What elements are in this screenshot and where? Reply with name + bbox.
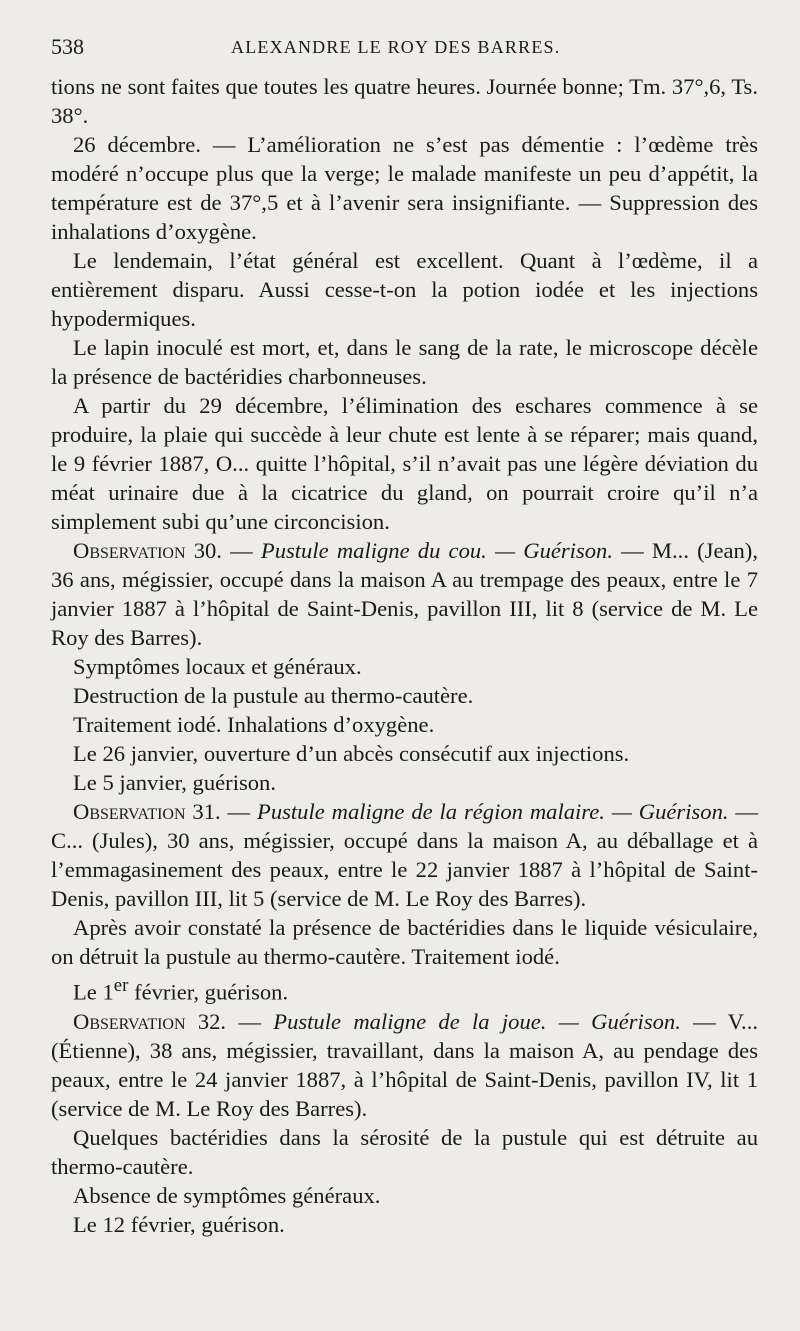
paragraph: A partir du 29 décembre, l’élimination des eschares commence à se produire, la plaie qui succède à leur chute est lente à se réparer; mais quand, le 9 février 1887, O... quitte l’hôpital, s’il n’avait pas une légère déviation du méat urinaire due à la cicatrice du gland, on pourrait croire qu’il n’a simplement subi qu’une circoncision.: [51, 393, 758, 534]
observation-line: [51, 971, 758, 1007]
observation-label: Observation 31.: [73, 799, 221, 824]
dash-separator: —: [220, 799, 258, 824]
observation-line: Destruction de la pustule au thermo-cautère.: [73, 683, 474, 708]
observation-label: Observation 30.: [73, 538, 222, 563]
paragraph: tions ne sont faites que toutes les quatre heures. Journée bonne; Tm. 37°,6, Ts. 38°.: [51, 74, 758, 128]
observation-title: Pustule maligne de la région malaire. — Guérison.: [257, 799, 729, 824]
body-text: [51, 72, 758, 1239]
observation-text: — V... (Étienne), 38 ans, mégissier, travaillant, dans la maison A, au pendage des peaux, entre le 24 janvier 1887, à l’hôpital de Saint-Denis, pavillon IV, lit 1 (service de M. Le Roy des Barres).: [51, 1008, 758, 1121]
observation-line-text: Le 1: [73, 979, 114, 1005]
observation-title: Pustule maligne de la joue. — Guérison.: [273, 1008, 681, 1034]
observation-label: Observation 32.: [73, 1008, 227, 1034]
observation-title: Pustule maligne du cou. — Guérison.: [260, 538, 613, 563]
observation-32-heading: [51, 1007, 758, 1123]
observation-line: Le 5 janvier, guérison.: [73, 770, 277, 795]
observation-30-heading: [51, 536, 758, 652]
page-header: [51, 34, 749, 64]
observation-line: Le 12 février, guérison.: [73, 1211, 285, 1237]
observation-line: Absence de symptômes généraux.: [73, 1182, 381, 1208]
observation-31-heading: [51, 797, 758, 913]
observation-text: — C... (Jules), 30 ans, mégissier, occupé dans la maison A, au déballage et à l’emmagasinement des peaux, entre le 22 janvier 1887 à l’hôpital de Saint-Denis, pavillon III, lit 5 (service de M. Le Roy des Barres).: [51, 799, 759, 911]
observation-line: Quelques bactéridies dans la sérosité de la pustule qui est détruite au thermo-cautère.: [51, 1124, 758, 1179]
page-number: 538: [51, 34, 84, 59]
observation-line: Le 26 janvier, ouverture d’un abcès consécutif aux injections.: [73, 741, 630, 766]
observation-line-text: février, guérison.: [128, 979, 289, 1005]
observation-text: — M... (Jean), 36 ans, mégissier, occupé dans la maison A au trempage des peaux, entre le 7 janvier 1887 à l’hôpital de Saint-Denis, pavillon III, lit 8 (service de M. Le Roy des Barres).: [51, 538, 758, 650]
paragraph: Le lendemain, l’état général est excellent. Quant à l’œdème, il a entièrement disparu. Aussi cesse-t-on la potion iodée et les injections hypodermiques.: [51, 248, 758, 331]
running-head: ALEXANDRE LE ROY DES BARRES.: [231, 37, 561, 57]
dash-separator: —: [221, 538, 261, 563]
paragraph: 26 décembre. — L’amélioration ne s’est pas démentie : l’œdème très modéré n’occupe plus que la verge; le malade manifeste un peu d’appétit, la température est de 37°,5 et à l’avenir sera insignifiante. — Suppression des inhalations d’oxygène.: [51, 132, 758, 244]
observation-line: Symptômes locaux et généraux.: [73, 654, 362, 679]
observation-line: Traitement iodé. Inhalations d’oxygène.: [73, 712, 435, 737]
superscript: er: [113, 975, 129, 996]
observation-paragraph: Après avoir constaté la présence de bactéridies dans le liquide vésiculaire, on détruit la pustule au thermo-cautère. Traitement iodé.: [51, 915, 758, 969]
paragraph: Le lapin inoculé est mort, et, dans le sang de la rate, le microscope décèle la présence de bactéridies charbonneuses.: [51, 335, 758, 389]
dash-separator: —: [226, 1008, 274, 1034]
